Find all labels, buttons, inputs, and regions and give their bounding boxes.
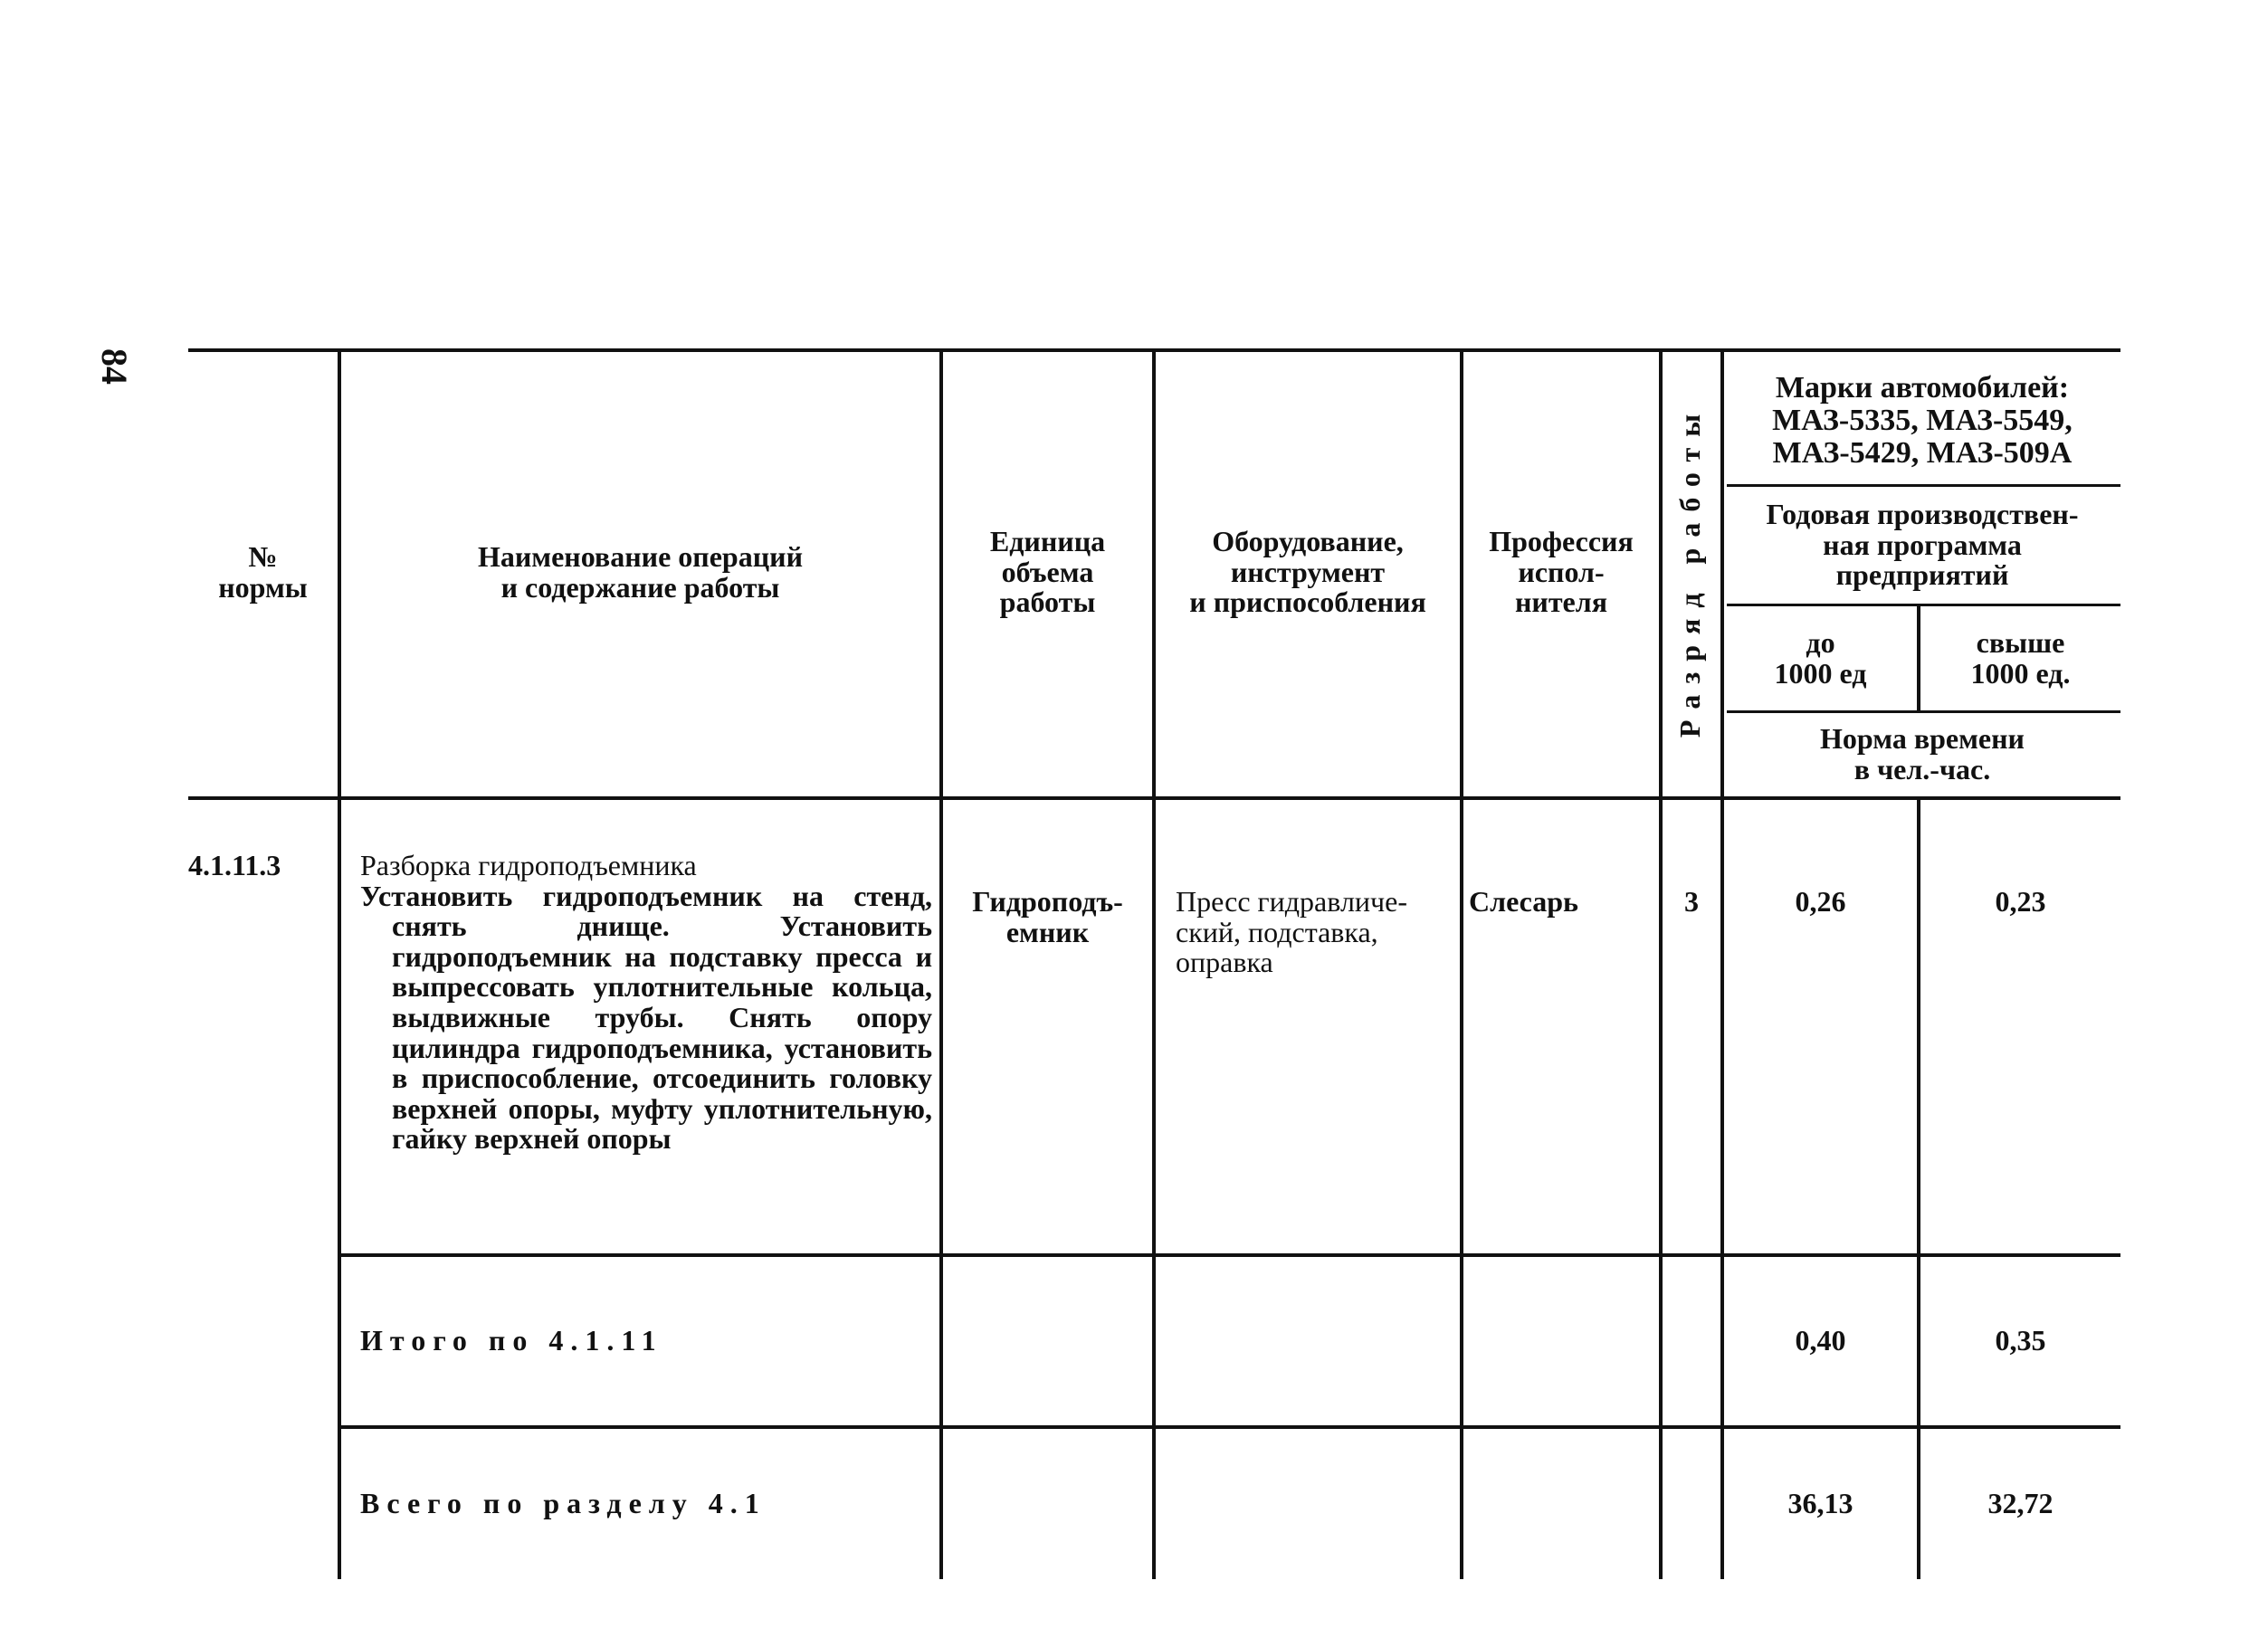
header-equipment-text: Оборудование, инструмент и приспособления — [1189, 525, 1426, 619]
header-up-to-text: до 1000 ед — [1774, 625, 1867, 690]
total-label-1 — [360, 1257, 939, 1425]
row-equipment-text: Пресс гидравличе- ский, подставка, оправка — [1176, 885, 1407, 979]
header-norm — [1724, 713, 2120, 796]
header-program-text: Годовая производствен- ная программа предприятий — [1766, 498, 2079, 592]
row-grade-text: 3 — [1684, 885, 1699, 918]
row-content: Установить гидроподъемник на стенд, снять днище. Установить гидроподъемник на подставку пресса и выпрессовать уплотнительные кольца, выдвижные трубы. Снять опору цилиндра гидроподъемника, установить в приспособление, отсоединить головку верхней опоры, муфту уплотнительную, гайку верхней опоры — [360, 879, 932, 1156]
total-label-1-text: Итого по 4.1.11 — [360, 1324, 663, 1357]
row-up-to — [1724, 887, 1917, 941]
header-unit — [943, 348, 1152, 796]
total-over-2 — [1920, 1429, 2120, 1579]
row-description — [360, 851, 932, 1155]
norms-table — [188, 348, 2120, 1579]
header-unit-text: Единица объема работы — [989, 525, 1106, 619]
header-profession-text: Профессия испол- нителя — [1489, 525, 1634, 619]
header-brands-text: Марки автомобилей: МАЗ-5335, МАЗ-5549, МАЗ-5429, МАЗ-509А — [1772, 371, 2073, 470]
total-label-2-text: Всего по разделу 4.1 — [360, 1487, 767, 1520]
row-unit-text: Гидроподъ- емник — [972, 885, 1123, 948]
total-over-2-text: 32,72 — [1987, 1487, 2054, 1520]
header-equipment — [1156, 348, 1460, 796]
total-label-2 — [360, 1429, 939, 1579]
header-over — [1920, 606, 2120, 710]
row-up-to-text: 0,26 — [1795, 885, 1846, 918]
total-over-1-text: 0,35 — [1995, 1324, 2046, 1357]
row-number — [188, 851, 338, 905]
row-grade — [1663, 887, 1720, 941]
header-grade-text: Разряд работы — [1673, 403, 1707, 738]
header-over-text: свыше 1000 ед. — [1970, 625, 2071, 690]
total-up-to-2 — [1724, 1429, 1917, 1579]
header-up-to — [1724, 606, 1917, 710]
header-operation-name-text: Наименование операций и содержание работы — [477, 539, 804, 604]
header-brands — [1724, 357, 2120, 484]
header-profession — [1463, 348, 1659, 796]
row-over-text: 0,23 — [1995, 885, 2046, 918]
row-number-text: 4.1.11.3 — [188, 849, 281, 881]
total-up-to-2-text: 36,13 — [1787, 1487, 1853, 1520]
row-over — [1920, 887, 2120, 941]
row-profession-text: Слесарь — [1469, 885, 1578, 918]
header-operation-name — [341, 348, 939, 796]
header-number-text: № нормы — [218, 539, 308, 604]
header-program — [1724, 487, 2120, 604]
row-title: Разборка гидроподъемника — [360, 849, 697, 881]
col-border-5 — [1659, 348, 1663, 1579]
header-grade — [1663, 348, 1718, 792]
page-number: 84 — [94, 348, 135, 385]
total-over-1 — [1920, 1257, 2120, 1425]
header-number — [188, 348, 338, 796]
total-up-to-1-text: 0,40 — [1795, 1324, 1846, 1357]
header-norm-text: Норма времени в чел.-час. — [1820, 722, 2025, 785]
total-up-to-1 — [1724, 1257, 1917, 1425]
row-profession — [1463, 887, 1659, 941]
row-unit — [943, 887, 1152, 977]
row-equipment — [1156, 887, 1460, 1014]
